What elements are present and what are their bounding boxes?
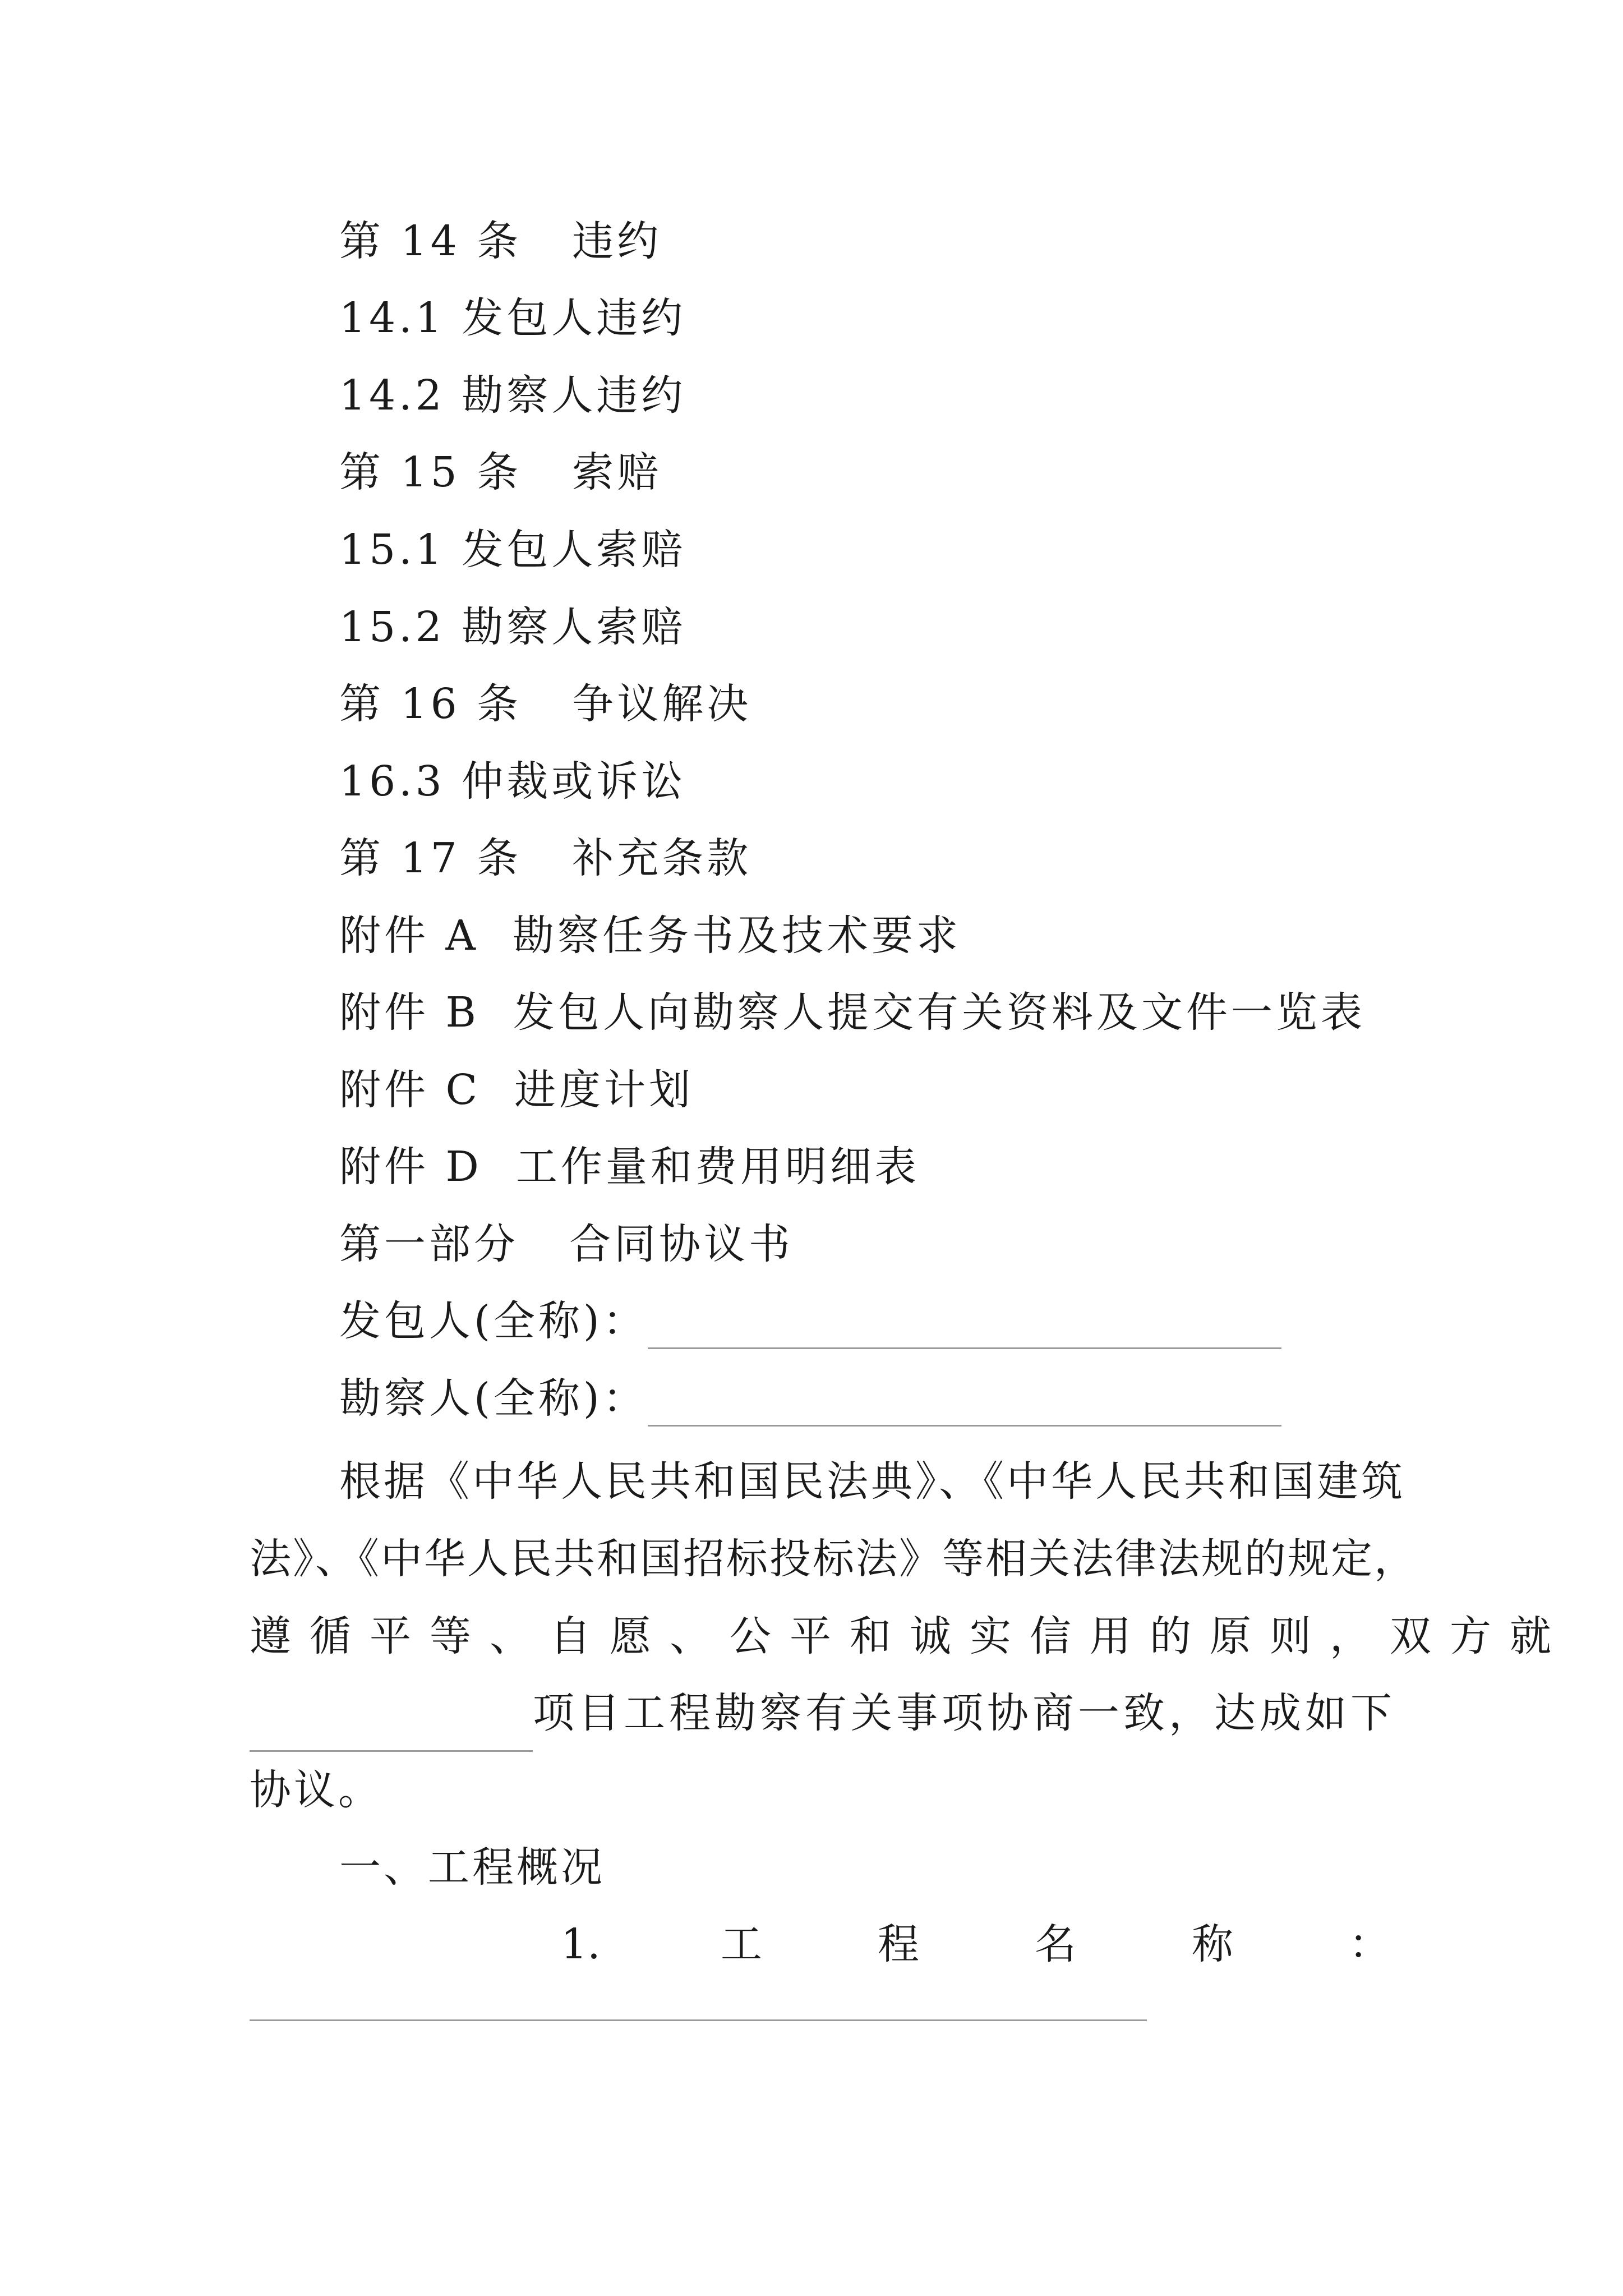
toc-attachment-b <box>339 984 1366 1041</box>
item-1-colon: ： <box>1349 1920 1390 1968</box>
part-heading <box>339 1216 794 1272</box>
toc-clause-16-3: 16.3 仲裁或诉讼 <box>339 757 686 806</box>
attachment-number: 附件 A <box>339 912 479 960</box>
article-number: 第 17 条 <box>339 834 522 882</box>
toc-clause-15-1: 15.1 发包人索赔 <box>339 526 686 574</box>
article-number: 第 14 条 <box>339 217 522 265</box>
part-title: 合同协议书 <box>569 1220 794 1268</box>
employer-label: 发包人(全称)： <box>339 1297 648 1345</box>
attachment-title: 发包人向勘察人提交有关资料及文件一览表 <box>513 988 1366 1037</box>
attachment-number: 附件 B <box>339 988 479 1037</box>
toc-attachment-d <box>339 1139 920 1195</box>
article-title: 违约 <box>572 217 662 265</box>
employer-name-field[interactable] <box>648 1308 1281 1349</box>
toc-clause-14-1: 14.1 发包人违约 <box>339 294 686 342</box>
article-title: 补充条款 <box>572 834 752 882</box>
employer-row <box>339 1293 1281 1349</box>
item-1-number: 1. <box>561 1920 601 1968</box>
preamble-line-4-text: 项目工程勘察有关事项协商一致，达成如下 <box>533 1689 1396 1737</box>
item-1-char-1: 工 <box>721 1920 762 1968</box>
attachment-number: 附件 C <box>339 1066 481 1114</box>
toc-clause-14-2: 14.2 勘察人违约 <box>339 371 686 420</box>
attachment-title: 工作量和费用明细表 <box>515 1143 920 1191</box>
toc-attachment-a <box>339 908 961 964</box>
section-heading: 一、工程概况 <box>339 1843 605 1892</box>
article-title: 争议解决 <box>572 680 752 728</box>
surveyor-label: 勘察人(全称)： <box>339 1374 648 1423</box>
item-1-char-3: 名 <box>1035 1920 1076 1968</box>
item-1-char-4: 称 <box>1192 1920 1233 1968</box>
attachment-title: 勘察任务书及技术要求 <box>512 912 961 960</box>
surveyor-row <box>339 1370 1281 1427</box>
project-name-field[interactable] <box>250 1697 533 1752</box>
preamble-line-5: 协议。 <box>250 1766 382 1814</box>
preamble-line-2: 法》、《中华人民共和国招标投标法》等相关法律法规的规定， <box>250 1535 1417 1583</box>
project-name-blank[interactable] <box>250 1997 1147 2021</box>
toc-attachment-c <box>339 1062 694 1118</box>
article-number: 第 16 条 <box>339 680 522 728</box>
article-number: 第 15 条 <box>339 448 522 496</box>
part-label: 第一部分 <box>339 1220 519 1268</box>
preamble-line-1: 根据《中华人民共和国民法典》、《中华人民共和国建筑 <box>339 1457 1405 1506</box>
preamble-line-3: 遵循平等、自愿、公平和诚实信用的原则，双方就 <box>250 1612 1570 1660</box>
toc-article-15 <box>339 444 662 500</box>
attachment-number: 附件 D <box>339 1143 482 1191</box>
article-title: 索赔 <box>572 448 662 496</box>
item-1-char-2: 程 <box>878 1920 919 1968</box>
preamble-line-4 <box>250 1674 1396 1752</box>
attachment-title: 进度计划 <box>514 1066 694 1114</box>
toc-article-14 <box>339 213 662 269</box>
toc-article-16 <box>339 676 751 732</box>
toc-article-17 <box>339 830 751 886</box>
surveyor-name-field[interactable] <box>648 1386 1281 1427</box>
toc-clause-15-2: 15.2 勘察人索赔 <box>339 603 686 651</box>
